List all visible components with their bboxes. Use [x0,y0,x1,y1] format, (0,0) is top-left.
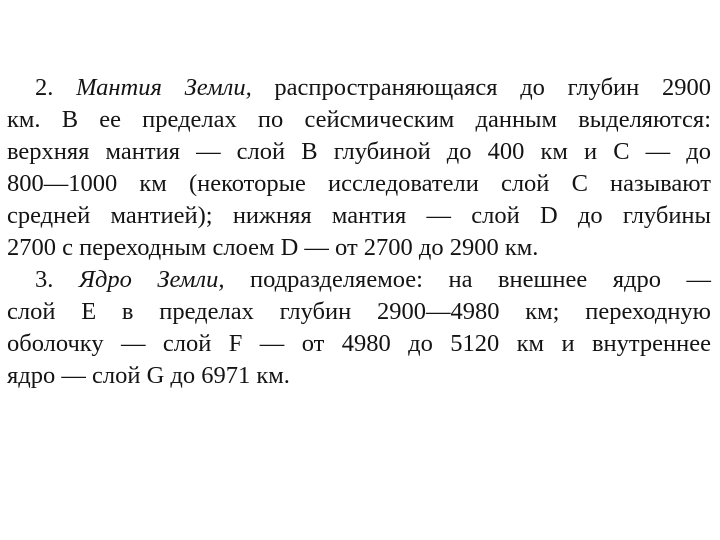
body-text [7,72,711,392]
paragraph-2-line-5: средней мантией); нижняя мантия — слой D до глубины [7,202,711,229]
paragraph-2-line-3: верхняя мантия — слой В глубиной до 400 км и С — до [7,138,711,165]
paragraph-2-line-6: 2700 с переходным слоем D — от 2700 до 2900 км. [7,234,539,261]
paragraph-2-line-1 [7,72,711,104]
paragraph-3-line-1-rest: подразделяемое: на внешнее ядро — [250,266,711,293]
paragraph-3-line-4: ядро — слой G до 6971 км. [7,362,290,389]
paragraph-2-line-4: 800—1000 км (некоторые исследователи слой С называют [7,170,711,197]
paragraph-2-term: Мантия Земли, [76,74,252,101]
paragraph-3-line-2: слой Е в пределах глубин 2900—4980 км; переходную [7,298,711,325]
paragraph-3-term: Ядро Земли, [78,266,225,293]
paragraph-2-line-1-rest: распространяющаяся до глубин 2900 [274,74,711,101]
paragraph-3-number: 3. [35,266,54,293]
paragraph-2-number: 2. [35,74,54,101]
paragraph-3-line-3: оболочку — слой F — от 4980 до 5120 км и внутреннее [7,330,711,357]
paragraph-3-line-1 [7,264,711,296]
paragraph-2-line-2: км. В ее пределах по сейсмическим данным выделяются: [7,106,711,133]
